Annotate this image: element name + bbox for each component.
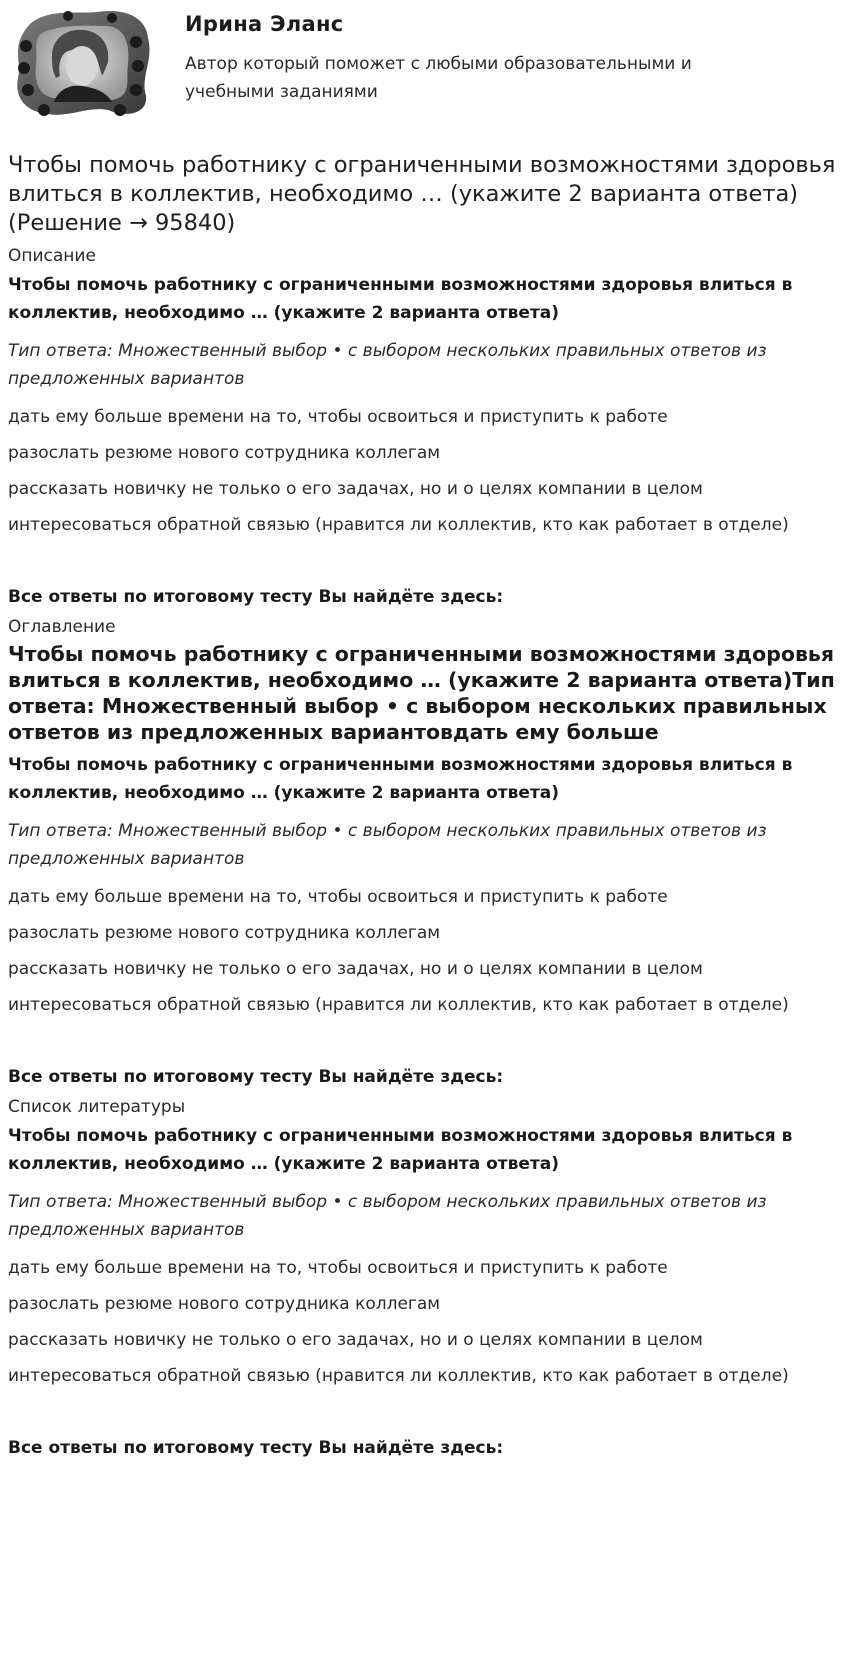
answer-option: разослать резюме нового сотрудника коллегам xyxy=(8,923,441,943)
answer-option: рассказать новичку не только о его задачах, но и о целях компании в целом xyxy=(8,1330,703,1350)
author-name[interactable]: Ирина Эланс xyxy=(185,12,344,36)
question-text: Чтобы помочь работнику с ограниченными возможностями здоровья влиться в коллектив, необходимо … (укажите 2 варианта ответа) xyxy=(8,755,793,803)
contents-heading: Чтобы помочь работнику с ограниченными возможностями здоровья влиться в коллектив, необходимо … (укажите 2 варианта ответа)Тип ответа: Множественный выбор • с выбором нескольких правильных ответов из предложенных вариантовдать ему больше xyxy=(8,642,835,744)
answer-option: разослать резюме нового сотрудника коллегам xyxy=(8,443,441,463)
section-label-bibliography: Список литературы xyxy=(8,1097,186,1117)
section-label-contents: Оглавление xyxy=(8,617,116,637)
bibliography-section xyxy=(8,1095,838,1462)
all-answers-link[interactable]: Все ответы по итоговому тесту Вы найдёте здесь: xyxy=(8,1438,504,1458)
page xyxy=(8,0,838,1462)
answer-option: интересоваться обратной связью (нравится ли коллектив, кто как работает в отделе) xyxy=(8,515,789,535)
question-text: Чтобы помочь работнику с ограниченными возможностями здоровья влиться в коллектив, необходимо … (укажите 2 варианта ответа) xyxy=(8,1126,793,1174)
author-card xyxy=(8,0,838,135)
page-title: Чтобы помочь работнику с ограниченными возможностями здоровья влиться в коллектив, необходимо … (укажите 2 варианта ответа) (Решение → 95840) xyxy=(8,152,836,236)
all-answers-link[interactable]: Все ответы по итоговому тесту Вы найдёте здесь: xyxy=(8,587,504,607)
answer-option: интересоваться обратной связью (нравится ли коллектив, кто как работает в отделе) xyxy=(8,1366,789,1386)
answer-type: Тип ответа: Множественный выбор • с выбором нескольких правильных ответов из предложенных вариантов xyxy=(8,341,767,389)
author-avatar[interactable] xyxy=(8,6,155,122)
answer-option: рассказать новичку не только о его задачах, но и о целях компании в целом xyxy=(8,479,703,499)
all-answers-link[interactable]: Все ответы по итоговому тесту Вы найдёте здесь: xyxy=(8,1067,504,1087)
answer-option: дать ему больше времени на то, чтобы освоиться и приступить к работе xyxy=(8,407,668,427)
author-description: Автор который поможет с любыми образовательными и учебными заданиями xyxy=(185,54,692,102)
answer-type: Тип ответа: Множественный выбор • с выбором нескольких правильных ответов из предложенных вариантов xyxy=(8,1192,767,1240)
section-label-description: Описание xyxy=(8,246,96,266)
contents-section xyxy=(8,615,838,1091)
answer-type: Тип ответа: Множественный выбор • с выбором нескольких правильных ответов из предложенных вариантов xyxy=(8,821,767,869)
answer-option: рассказать новичку не только о его задачах, но и о целях компании в целом xyxy=(8,959,703,979)
answer-option: разослать резюме нового сотрудника коллегам xyxy=(8,1294,441,1314)
answer-option: дать ему больше времени на то, чтобы освоиться и приступить к работе xyxy=(8,887,668,907)
answer-option: дать ему больше времени на то, чтобы освоиться и приступить к работе xyxy=(8,1258,668,1278)
question-text: Чтобы помочь работнику с ограниченными возможностями здоровья влиться в коллектив, необходимо … (укажите 2 варианта ответа) xyxy=(8,275,793,323)
answer-option: интересоваться обратной связью (нравится ли коллектив, кто как работает в отделе) xyxy=(8,995,789,1015)
description-section xyxy=(8,244,838,611)
